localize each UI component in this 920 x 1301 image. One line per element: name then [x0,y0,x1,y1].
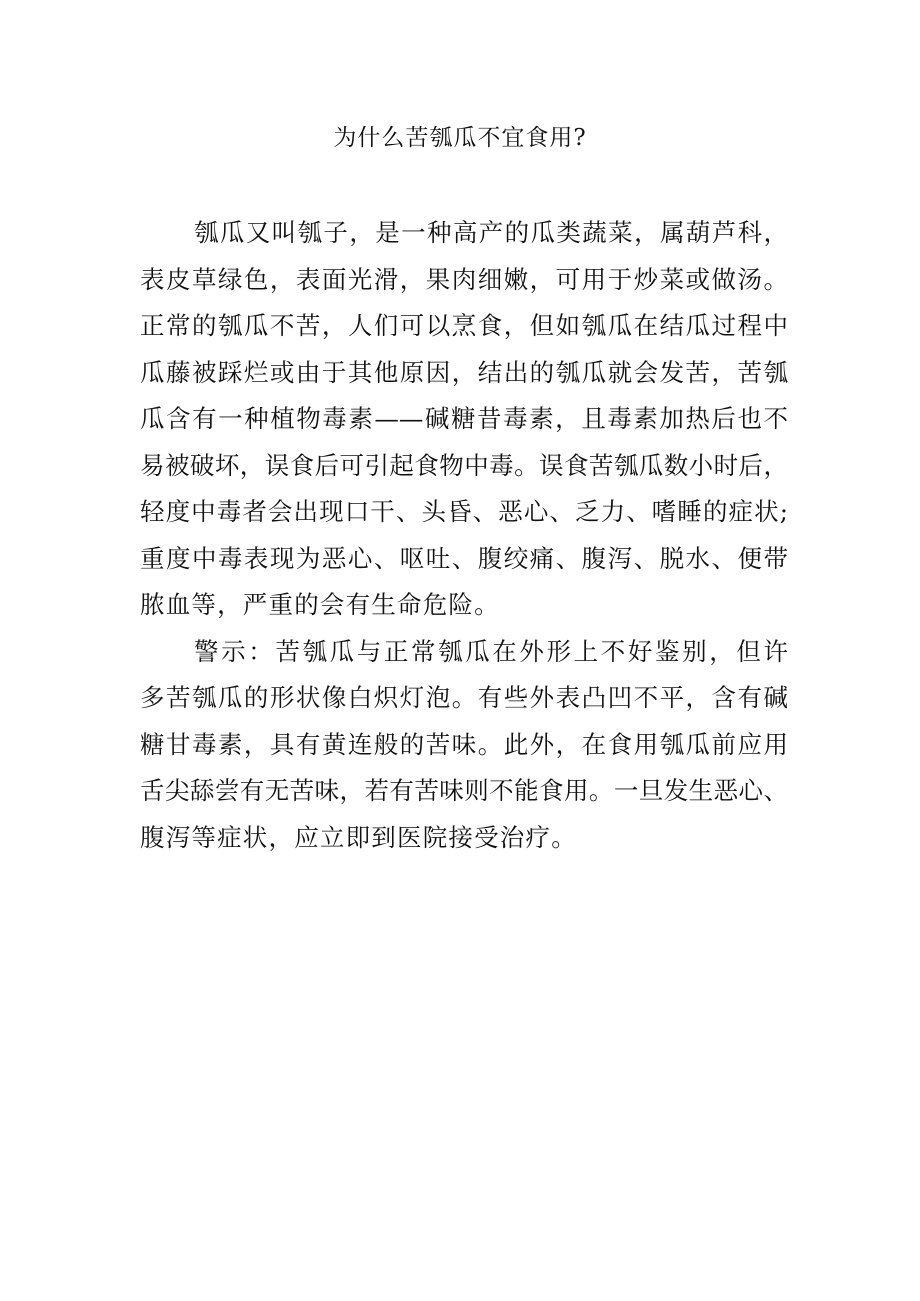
paragraph-line: 糖甘毒素，具有黄连般的苦味。此外，在食用瓠瓜前应用 [140,729,788,759]
paragraph-line: 腹泻等症状，应立即到医院接受治疗。 [140,822,577,852]
paragraph-line: 多苦瓠瓜的形状像白炽灯泡。有些外表凸凹不平，含有碱 [140,683,788,712]
paragraph-line: 瓜含有一种植物毒素——碱糖昔毒素，且毒素加热后也不 [140,404,788,433]
paragraph-line: 重度中毒表现为恶心、呕吐、腹绞痛、腹泻、脱水、便带 [140,543,788,573]
paragraph-line: 脓血等，严重的会有生命危险。 [140,590,500,619]
document-title: 为什么苦瓠瓜不宜食用? [333,125,587,151]
paragraph-description [140,210,788,629]
paragraph-line: 轻度中毒者会出现口干、头昏、恶心、乏力、嗜睡的症状; [140,497,788,526]
document-body [140,210,788,861]
paragraph-line: 舌尖舔尝有无苦味，若有苦味则不能食用。一旦发生恶心、 [140,776,788,805]
paragraph-line: 易被破坏，误食后可引起食物中毒。误食苦瓠瓜数小时后， [140,450,788,480]
paragraph-line: 瓜藤被踩烂或由于其他原因，结出的瓠瓜就会发苦，苦瓠 [140,357,788,387]
paragraph-line: 瓠瓜又叫瓠子，是一种高产的瓜类蔬菜，属葫芦科， [194,218,788,247]
paragraph-line: 正常的瓠瓜不苦，人们可以烹食，但如瓠瓜在结瓜过程中 [140,311,788,340]
paragraph-warning [140,629,788,862]
paragraph-line: 表皮草绿色，表面光滑，果肉细嫩，可用于炒菜或做汤。 [140,264,788,294]
paragraph-line: 警示：苦瓠瓜与正常瓠瓜在外形上不好鉴别，但许 [194,636,788,666]
